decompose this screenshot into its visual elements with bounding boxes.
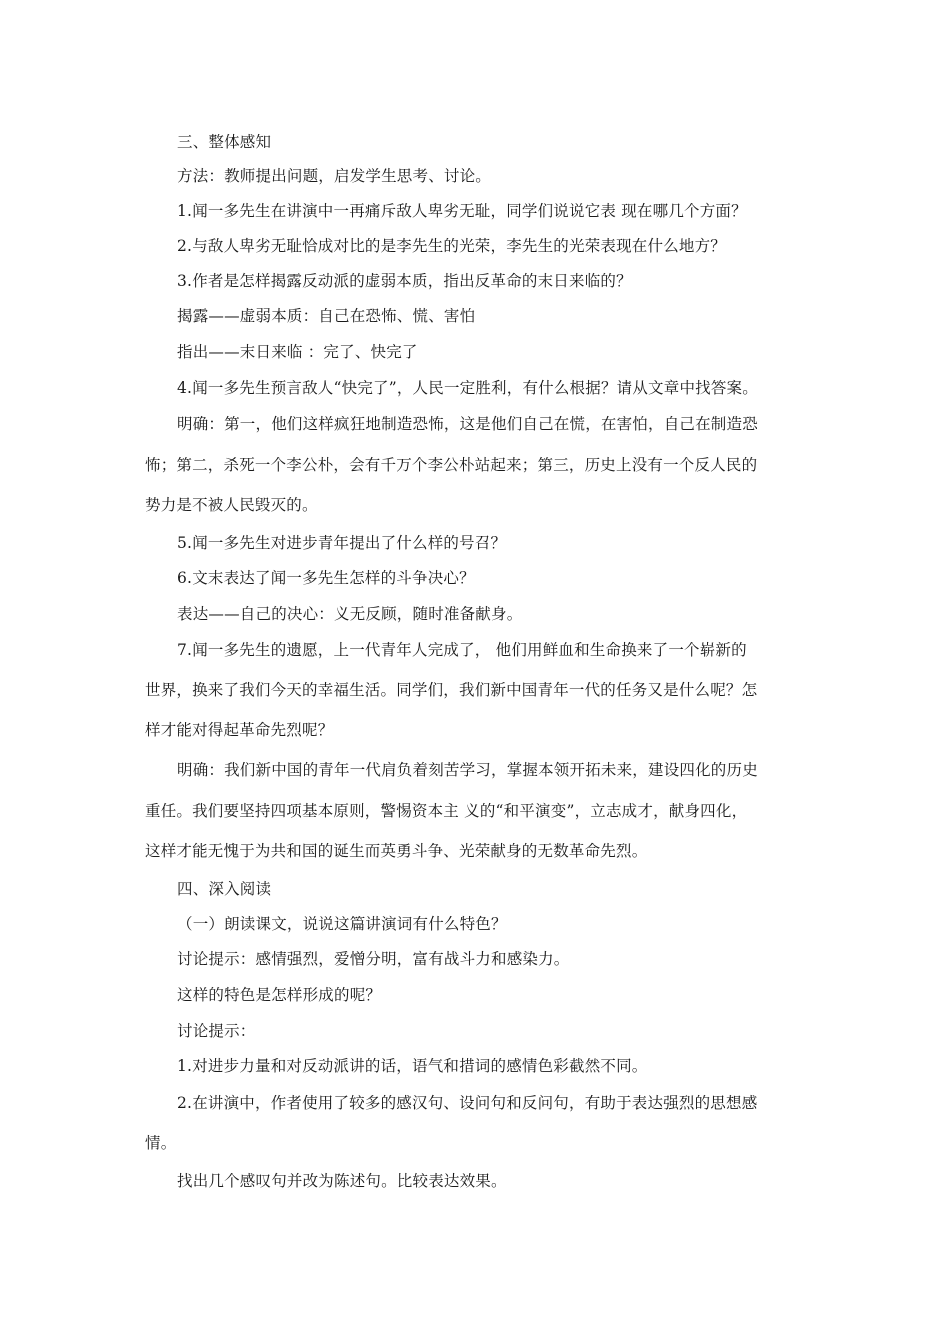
how-formed-question: 这样的特色是怎样形成的呢？ [177,986,382,1004]
answer-7-line-2: 重任。我们要坚持四项基本原则，警惕资本主 义的“和平演变”，立志成才，献身四化， [145,802,748,820]
answer-7-line-3: 这样才能无愧于为共和国的诞生而英勇斗争、光荣献身的无数革命先烈。 [145,842,648,860]
method-paragraph: 方法：教师提出问题，启发学生思考、讨论。 [177,167,492,185]
subsection-1: （一）朗读课文，说说这篇讲演词有什么特色？ [177,915,507,933]
question-1: 1.闻一多先生在讲演中一再痛斥敌人卑劣无耻，同学们说说它表 现在哪几个方面？ [177,202,747,220]
exercise-task: 找出几个感叹句并改为陈述句。比较表达效果。 [177,1172,507,1190]
reveal-note: 揭露——虚弱本质：自己在恐怖、慌、害怕 [177,307,476,325]
question-7-line-2: 世界，换来了我们今天的幸福生活。同学们，我们新中国青年一代的任务又是什么呢？怎 [145,681,758,699]
question-3: 3.作者是怎样揭露反动派的虚弱本质，指出反革命的末日来临的？ [177,272,632,290]
answer-4-line-1: 明确：第一，他们这样疯狂地制造恐怖，这是他们自己在慌，在害怕，自己在制造恐 [177,415,758,433]
express-note: 表达——自己的决心：义无反顾，随时准备献身。 [177,605,523,623]
point-out-note: 指出——末日来临 ：完了、快完了 [177,343,418,361]
section-heading-overall-perception: 三、整体感知 [177,133,272,151]
question-2: 2.与敌人卑劣无耻恰成对比的是李先生的光荣，李先生的光荣表现在什么地方？ [177,237,726,255]
question-7-line-3: 样才能对得起革命先烈呢？ [145,721,334,739]
discussion-hint-1: 讨论提示：感情强烈，爱憎分明，富有战斗力和感染力。 [177,950,570,968]
point-2-line-2: 情。 [145,1134,177,1152]
point-2-line-1: 2.在讲演中，作者使用了较多的感汉句、设问句和反问句，有助于表达强烈的思想感 [177,1094,758,1112]
question-4: 4.闻一多先生预言敌人“快完了”，人民一定胜利，有什么根据？请从文章中找答案。 [177,379,758,397]
section-heading-deep-reading: 四、深入阅读 [177,880,272,898]
answer-7-line-1: 明确：我们新中国的青年一代肩负着刻苦学习，掌握本领开拓未来，建设四化的历史 [177,761,758,779]
question-6: 6.文末表达了闻一多先生怎样的斗争决心？ [177,569,475,587]
answer-4-line-3: 势力是不被人民毁灭的。 [145,496,318,514]
question-7-line-1: 7.闻一多先生的遗愿，上一代青年人完成了， 他们用鲜血和生命换来了一个崭新的 [177,641,747,659]
question-5: 5.闻一多先生对进步青年提出了什么样的号召？ [177,534,507,552]
discussion-hint-label: 讨论提示： [177,1022,256,1040]
answer-4-line-2: 怖；第二，杀死一个李公朴，会有千万个李公朴站起来；第三，历史上没有一个反人民的 [145,456,758,474]
point-1: 1.对进步力量和对反动派讲的话，语气和措词的感情色彩截然不同。 [177,1057,648,1075]
